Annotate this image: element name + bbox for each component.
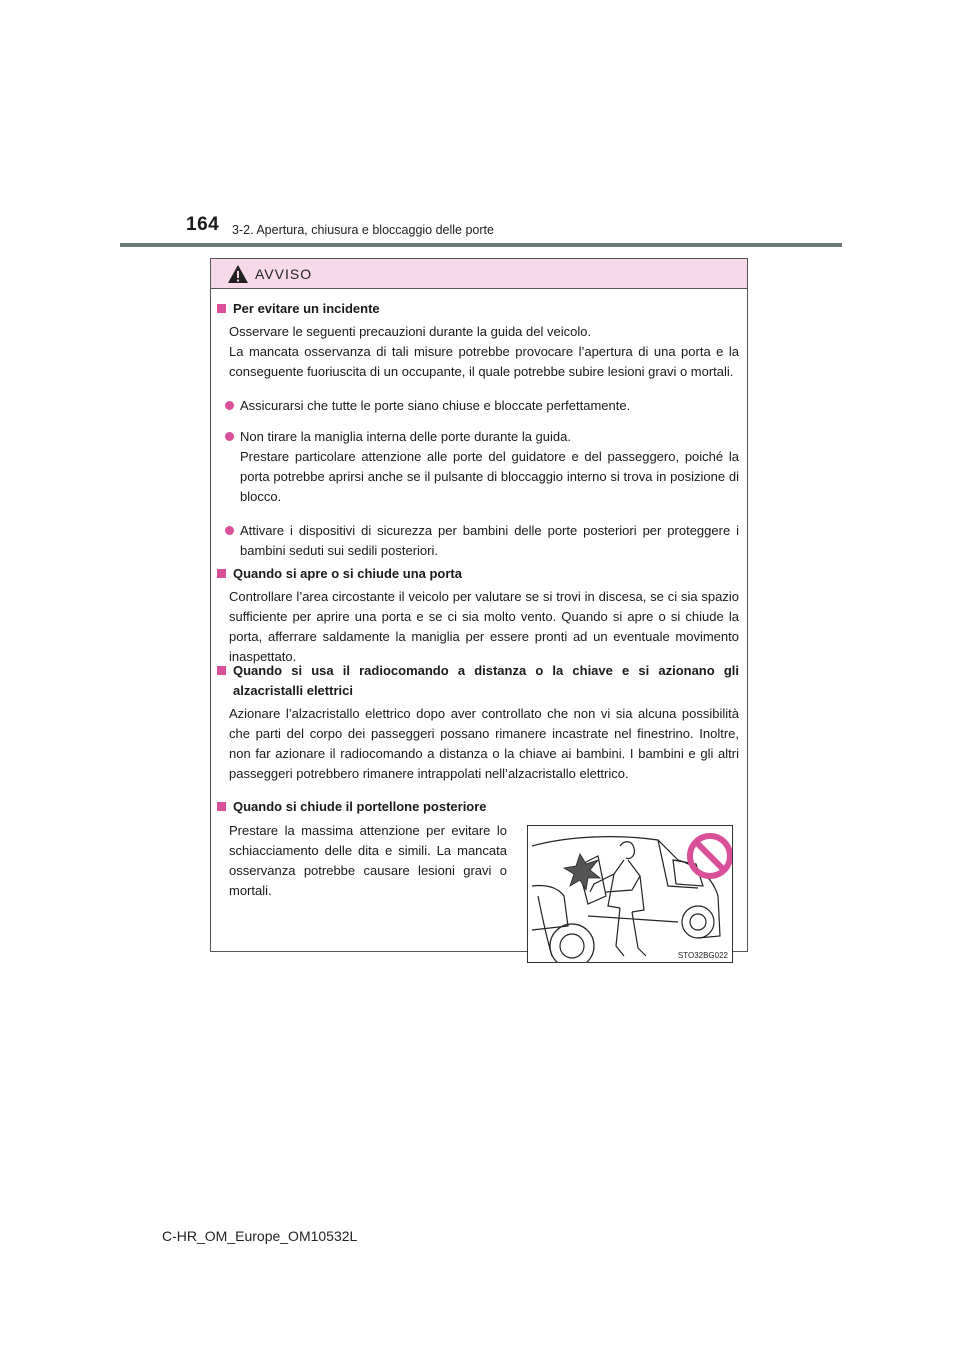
- section-heading-incidente: Per evitare un incidente: [217, 299, 739, 319]
- round-bullet-icon: [225, 526, 234, 535]
- bullet-item: Assicurarsi che tutte le porte siano chiuse e bloccate perfettamente.: [225, 396, 739, 416]
- bullet-text: Non tirare la maniglia interna delle porte durante la guida.: [240, 429, 571, 444]
- illustration-code: STO32BG022: [677, 951, 728, 960]
- section-heading-porta: Quando si apre o si chiude una porta: [217, 564, 739, 584]
- warning-label: AVVISO: [255, 265, 313, 282]
- page-number: 164: [186, 214, 220, 235]
- car-tailgate-drawing: [528, 826, 732, 962]
- paragraph-body: La mancata osservanza di tali misure potrebbe provocare l’apertura di una porta e la conseguente fuoriuscita di un occupante, il quale potrebbe subire lesioni gravi o mortali.: [229, 344, 739, 379]
- square-bullet-icon: [217, 666, 226, 675]
- section-title: 3-2. Apertura, chiusura e bloccaggio delle porte: [232, 223, 494, 237]
- bullet-item: [225, 427, 739, 507]
- paragraph-body: Prestare la massima attenzione per evitare lo schiacciamento delle dita e simili. La mancata osservanza potrebbe causare lesioni gravi o mortali.: [229, 823, 507, 898]
- bullet-item: Attivare i dispositivi di sicurezza per bambini delle porte posteriori per proteggere i bambini seduti sui sedili posteriori.: [225, 521, 739, 561]
- square-bullet-icon: [217, 569, 226, 578]
- paragraph-body: Controllare l’area circostante il veicolo per valutare se si trovi in discesa, se ci sia spazio sufficiente per aprire una porta e se ci sia molto vento. Quando si apre o si chiude la porta, afferrare saldamente la maniglia per essere pronti ad un eventuale movimento inaspettato.: [229, 589, 739, 664]
- warning-header: [211, 259, 747, 289]
- footer-doc-id: C-HR_OM_Europe_OM10532L: [162, 1228, 358, 1244]
- paragraph-body: Azionare l’alzacristallo elettrico dopo aver controllato che non vi sia alcuna possibilità che parti del corpo dei passeggeri possano rimanere incastrate nel finestrino. Inoltre, non far azionare il radiocomando a distanza o la chiave ai bambini. I bambini e gli altri passeggeri potrebbero rimanere intrappolati nell’alzacristallo elettrico.: [229, 706, 739, 781]
- header-rule: [120, 243, 842, 247]
- bullet-extra-text: Prestare particolare attenzione alle porte del guidatore e del passeggero, poiché la porta potrebbe aprirsi anche se il pulsante di bloccaggio interno si trova in posizione di blocco.: [240, 449, 739, 504]
- warning-box: [210, 258, 748, 960]
- tailgate-illustration: [527, 825, 733, 963]
- warning-content: [211, 289, 747, 960]
- section-heading-alzacristalli: Quando si usa il radiocomando a distanza o la chiave e si azionano gli alzacristalli elettrici: [217, 661, 739, 701]
- round-bullet-icon: [225, 432, 234, 441]
- square-bullet-icon: [217, 304, 226, 313]
- square-bullet-icon: [217, 802, 226, 811]
- warning-triangle-icon: [227, 264, 249, 284]
- round-bullet-icon: [225, 401, 234, 410]
- section-heading-portellone: Quando si chiude il portellone posteriore: [217, 797, 739, 817]
- paragraph-intro: Osservare le seguenti precauzioni durante la guida del veicolo.: [229, 324, 592, 339]
